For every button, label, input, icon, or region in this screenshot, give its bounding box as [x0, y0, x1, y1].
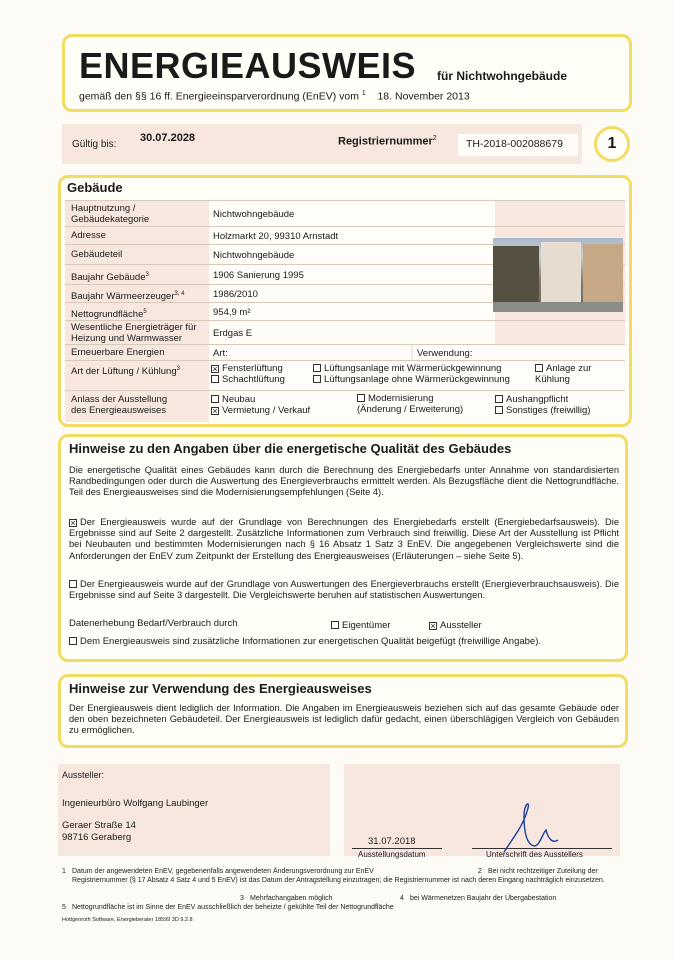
issuer-label: Aussteller: [62, 770, 105, 780]
footnote-5: Nettogrundfläche ist im Sinne der EnEV ausschließlich der beheizte / gekühlte Teil der Nettogrundfläche [72, 904, 394, 911]
document-subtitle: für Nichtwohngebäude [437, 69, 567, 83]
option-verbrauchsausweis[interactable]: Der Energieausweis wurde auf der Grundlage von Auswertungen des Energieverbrauchs erstellt (Energieverbrauchsausweis). Die Ergebnisse sind auf Seite 3 dargestellt. Die Vergleichswerte beruhen auf statistischen Auswertungen. [69, 579, 619, 601]
row-gebaeudeteil: Gebäudeteil Nichtwohngebäude [65, 244, 625, 264]
footnote-1: Datum der angewendeten EnEV, gegebenenfalls angewendeten Änderungsverordnung zur EnEV [72, 868, 374, 875]
footnote-2: Bei nicht rechtzeitiger Zuteilung der [488, 868, 598, 875]
checkbox-zusatzinfo[interactable]: Dem Energieausweis sind zusätzliche Informationen zur energetischen Qualität beigefügt (freiwillige Angabe). [69, 637, 541, 648]
row-energietraeger: Wesentliche Energieträger für Heizung und Warmwasser Erdgas E [65, 320, 625, 344]
quality-notes-title: Hinweise zu den Angaben über die energetische Qualität des Gebäudes [69, 441, 512, 456]
row-nettogrundflaeche: Nettogrundfläche$^5$ 954,9 m² [65, 302, 625, 320]
legal-date: 18. November 2013 [377, 90, 470, 103]
document-title: ENERGIEAUSWEIS [79, 45, 417, 86]
signature-caption: Unterschrift des Ausstellers [486, 850, 583, 859]
checkbox-eigentuemer[interactable]: Eigentümer [331, 621, 391, 632]
registration-number: TH-2018-002088679 [458, 134, 578, 156]
row-adresse: Adresse Holzmarkt 20, 99310 Arnstadt [65, 226, 625, 244]
issuer-name: Ingenieurbüro Wolfgang Laubinger [62, 798, 209, 809]
footnote-1b: Registriernummer (§ 17 Absatz 4 Satz 4 und 5 EnEV) ist das Datum der Antragstellung einzutragen; die Registriernummer ist nach deren Eingang nachträglich einzusetzen. [72, 877, 605, 884]
checkbox-schachtlueftung[interactable]: Schachtlüftung [211, 375, 285, 386]
usage-notes-section [58, 674, 628, 748]
footnote-4: bei Wärmenetzen Baujahr der Übergabestation [410, 895, 557, 902]
checkbox-kuehlung[interactable]: Anlage zur Kühlung [535, 363, 592, 385]
row-baujahr-gebaeude: Baujahr Gebäude$^3$ 1906 Sanierung 1995 [65, 264, 625, 284]
issuer-city: 98716 Geraberg [62, 832, 132, 843]
issue-date: 31.07.2018 [368, 836, 416, 847]
usage-notes-text: Der Energieausweis dient lediglich der Information. Die Angaben im Energieausweis beziehen sich auf das gesamte Gebäude oder den oben bezeichneten Gebäudeteil. Der Energieausweis ist lediglich dafür gedacht, einen überschlägigen Vergleich von Gebäuden zu ermöglichen. [69, 703, 619, 736]
signature-mark [494, 794, 584, 856]
valid-until-value: 30.07.2028 [140, 132, 196, 144]
row-hauptnutzung: Hauptnutzung / Gebäudekategorie Nichtwohngebäude [65, 200, 625, 226]
header-box [62, 34, 632, 112]
building-section-title: Gebäude [67, 180, 123, 195]
checkbox-fensterlueftung[interactable]: × Fensterlüftung [212, 363, 283, 374]
issuer-box [58, 764, 330, 856]
software-credit: Hottgenroth Software, Energieberater 18599 3D 9.2.8 [62, 917, 193, 923]
checkbox-aussteller[interactable]: × Aussteller [430, 620, 482, 631]
usage-notes-title: Hinweise zur Verwendung des Energieausweises [69, 681, 372, 696]
checkbox-neubau[interactable]: Neubau [211, 395, 255, 406]
row-erneuerbare: Erneuerbare Energien Art: Verwendung: [65, 344, 625, 360]
valid-until-label: Gültig bis: [72, 139, 117, 150]
page-number-badge: 1 [594, 126, 630, 162]
checkbox-sonstiges[interactable]: Sonstiges (freiwillig) [495, 406, 590, 417]
checkbox-modernisierung[interactable]: Modernisierung (Änderung / Erweiterung) [357, 393, 464, 415]
registration-label: Registriernummer$^2$ [338, 135, 437, 148]
row-lueftung: Art der Lüftung / Kühlung$^3$ × Fensterlüftung Schachtlüftung Lüftungsanlage mit Wärmerückgewinnung Lüftungsanlage ohne Wärmerückgewinnung Anlage zur Kühlung [65, 360, 625, 390]
building-section [58, 175, 632, 427]
row-baujahr-waermeerzeuger: Baujahr Wärmeerzeuger$^{3, 4}$ 1986/2010 [65, 284, 625, 302]
validity-row [62, 124, 582, 164]
checkbox-aushangpflicht[interactable]: Aushangpflicht [495, 395, 568, 406]
row-anlass: Anlass der Ausstellung des Energieausweises Neubau × Vermietung / Verkauf Modernisierung (Änderung / Erweiterung) Aushangpflicht Sonstiges (freiwillig) [65, 390, 625, 422]
signature-box [344, 764, 620, 859]
building-photo [493, 238, 623, 312]
footnote-3: Mehrfachangaben möglich [250, 895, 333, 902]
quality-notes-section [58, 434, 628, 662]
checkbox-lueftung-mit-wrg[interactable]: Lüftungsanlage mit Wärmerückgewinnung [313, 364, 501, 375]
datenerhebung-label: Datenerhebung Bedarf/Verbrauch durch [69, 618, 238, 629]
issuer-street: Geraer Straße 14 [62, 820, 136, 831]
option-bedarfsausweis[interactable]: × Der Energieausweis wurde auf der Grundlage von Berechnungen des Energiebedarfs erstellt (Energiebedarfsausweis). Die Ergebnisse sind auf Seite 2 dargestellt. Zusätzliche Informationen zum Verbrauch sind freiwillig. Diese Art der Ausstellung ist Pflicht bei Neubauten und bestimmten Modernisierungen nach § 16 Absatz 1 Satz 3 EnEV. Die angegebenen Vergleichswerte sind die Anforderungen der EnEV zum Zeitpunkt der Erstellung des Energieausweises (Erläuterungen – siehe Seite 5). [69, 517, 619, 561]
checkbox-lueftung-ohne-wrg[interactable]: Lüftungsanlage ohne Wärmerückgewinnung [313, 375, 510, 386]
issue-date-caption: Ausstellungsdatum [358, 850, 426, 859]
legal-basis: gemäß den §§ 16 ff. Energieeinsparverordnung (EnEV) vom $^1$ 18. November 2013 [79, 90, 470, 103]
quality-intro: Die energetische Qualität eines Gebäudes kann durch die Berechnung des Energiebedarfs unter Annahme von standardisierten Randbedingungen oder durch die Auswertung des Energieverbrauchs ermittelt werden. Als Bezugsfläche dient die Nettogrundfläche. Teil des Energieausweises sind die Modernisierungsempfehlungen (Seite 4). [69, 465, 619, 498]
checkbox-vermietung[interactable]: × Vermietung / Verkauf [212, 405, 311, 416]
